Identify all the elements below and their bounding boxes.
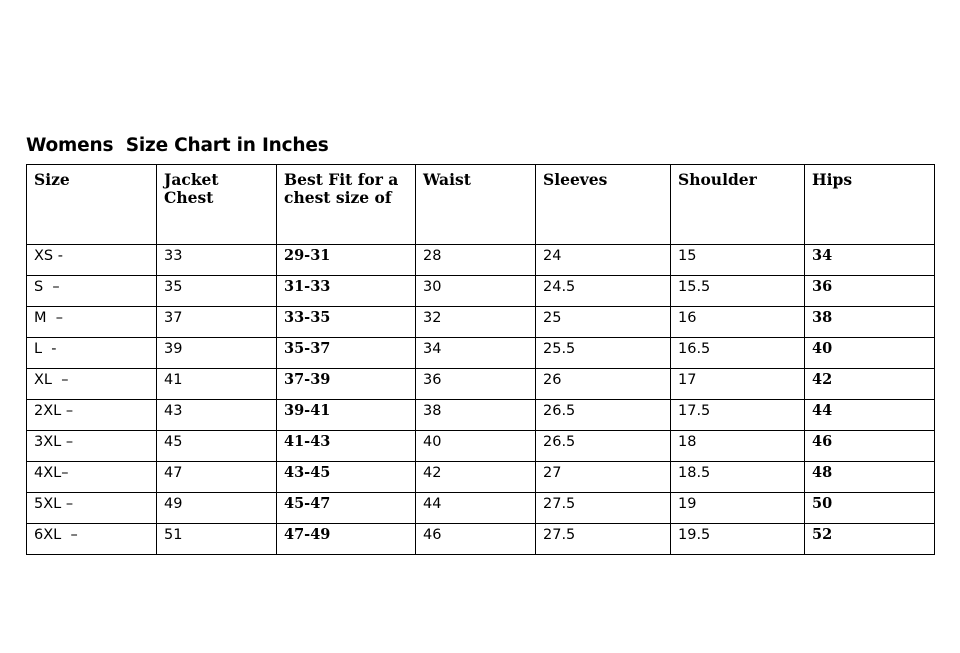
cell-sleeves: 25.5 [536,338,671,369]
cell-sleeves: 25 [536,307,671,338]
cell-shoulder: 16 [671,307,805,338]
size-chart-container [26,135,934,555]
cell-jacket-chest: 33 [157,245,277,276]
cell-shoulder: 15 [671,245,805,276]
cell-waist: 38 [416,400,536,431]
cell-best-fit: 29-31 [277,245,416,276]
table-row [27,276,935,307]
cell-sleeves: 24.5 [536,276,671,307]
cell-size: S – [27,276,157,307]
cell-sleeves: 26 [536,369,671,400]
cell-sleeves: 27.5 [536,524,671,555]
cell-jacket-chest: 45 [157,431,277,462]
cell-jacket-chest: 39 [157,338,277,369]
table-row [27,369,935,400]
table-row [27,524,935,555]
cell-best-fit: 39-41 [277,400,416,431]
cell-size: 3XL – [27,431,157,462]
cell-sleeves: 26.5 [536,400,671,431]
cell-hips: 48 [805,462,935,493]
column-header-waist: Waist [416,165,536,245]
cell-waist: 28 [416,245,536,276]
cell-shoulder: 17 [671,369,805,400]
table-row [27,431,935,462]
cell-shoulder: 15.5 [671,276,805,307]
column-header-sleeves: Sleeves [536,165,671,245]
table-header-row [27,165,935,245]
column-header-size: Size [27,165,157,245]
cell-waist: 36 [416,369,536,400]
cell-hips: 34 [805,245,935,276]
cell-waist: 40 [416,431,536,462]
cell-jacket-chest: 41 [157,369,277,400]
cell-size: M – [27,307,157,338]
cell-best-fit: 31-33 [277,276,416,307]
table-row [27,338,935,369]
cell-jacket-chest: 37 [157,307,277,338]
cell-sleeves: 27.5 [536,493,671,524]
cell-sleeves: 27 [536,462,671,493]
cell-shoulder: 18 [671,431,805,462]
cell-waist: 42 [416,462,536,493]
cell-hips: 36 [805,276,935,307]
cell-shoulder: 18.5 [671,462,805,493]
cell-size: 4XL– [27,462,157,493]
size-chart-table [26,164,935,555]
cell-jacket-chest: 35 [157,276,277,307]
cell-hips: 50 [805,493,935,524]
table-body [27,245,935,555]
cell-size: XS - [27,245,157,276]
cell-best-fit: 47-49 [277,524,416,555]
cell-hips: 42 [805,369,935,400]
cell-sleeves: 24 [536,245,671,276]
cell-size: 2XL – [27,400,157,431]
cell-shoulder: 17.5 [671,400,805,431]
cell-waist: 46 [416,524,536,555]
cell-hips: 52 [805,524,935,555]
cell-hips: 38 [805,307,935,338]
column-header-jacket-chest: Jacket Chest [157,165,277,245]
table-row [27,307,935,338]
cell-size: 6XL – [27,524,157,555]
cell-best-fit: 35-37 [277,338,416,369]
table-row [27,462,935,493]
cell-shoulder: 19 [671,493,805,524]
cell-waist: 34 [416,338,536,369]
cell-size: L - [27,338,157,369]
cell-jacket-chest: 47 [157,462,277,493]
page-title: Womens Size Chart in Inches [26,135,329,156]
cell-best-fit: 33-35 [277,307,416,338]
cell-best-fit: 37-39 [277,369,416,400]
cell-waist: 30 [416,276,536,307]
column-header-shoulder: Shoulder [671,165,805,245]
cell-waist: 32 [416,307,536,338]
cell-shoulder: 16.5 [671,338,805,369]
cell-hips: 46 [805,431,935,462]
cell-sleeves: 26.5 [536,431,671,462]
cell-size: XL – [27,369,157,400]
table-row [27,493,935,524]
cell-jacket-chest: 49 [157,493,277,524]
cell-jacket-chest: 43 [157,400,277,431]
cell-hips: 44 [805,400,935,431]
cell-best-fit: 41-43 [277,431,416,462]
cell-hips: 40 [805,338,935,369]
cell-best-fit: 45-47 [277,493,416,524]
column-header-best-fit: Best Fit for a chest size of [277,165,416,245]
cell-shoulder: 19.5 [671,524,805,555]
table-row [27,400,935,431]
cell-best-fit: 43-45 [277,462,416,493]
cell-size: 5XL – [27,493,157,524]
column-header-hips: Hips [805,165,935,245]
table-row [27,245,935,276]
table-header [27,165,935,245]
cell-jacket-chest: 51 [157,524,277,555]
cell-waist: 44 [416,493,536,524]
